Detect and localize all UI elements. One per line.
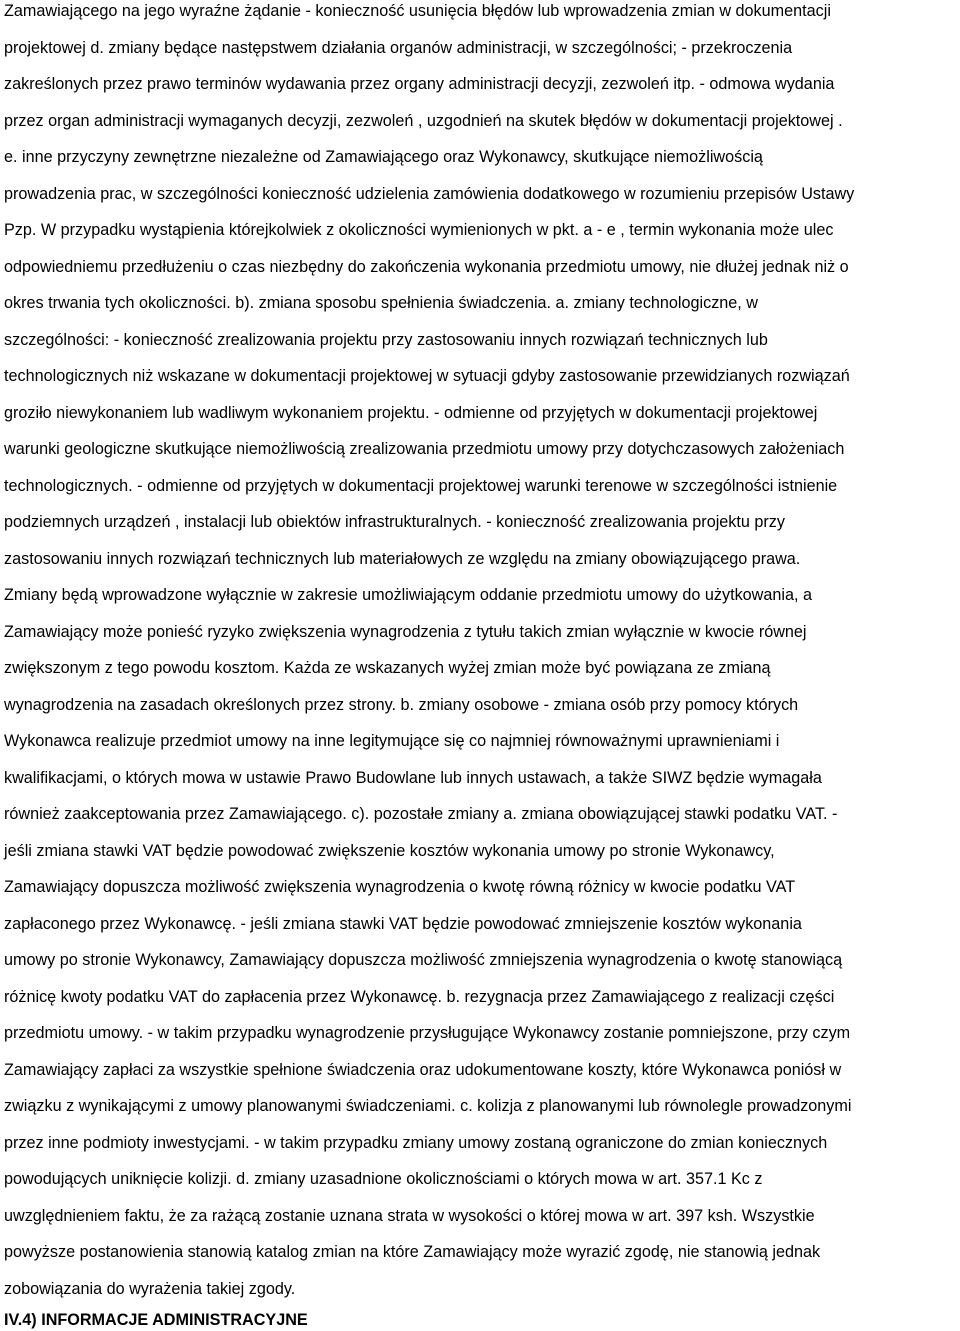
text-line: projektowej d. zmiany będące następstwem działania organów administracji, w szczególności; - przekroczenia (4, 38, 793, 57)
text-line: różnicę kwoty podatku VAT do zapłacenia przez Wykonawcę. b. rezygnacja przez Zamawiającego z realizacji części (4, 987, 835, 1006)
text-line: Zmiany będą wprowadzone wyłącznie w zakresie umożliwiającym oddanie przedmiotu umowy do użytkowania, a (4, 586, 812, 604)
text-line: wynagrodzenia na zasadach określonych przez strony. b. zmiany osobowe - zmiana osób przy pomocy których (4, 695, 799, 714)
text-line: zakreślonych przez prawo terminów wydawania przez organy administracji decyzji, zezwoleń itp. - odmowa wydania (4, 75, 835, 93)
text-line: technologicznych. - odmienne od przyjętych w dokumentacji projektowej warunki terenowe w szczególności istnienie (4, 476, 838, 495)
text-line: umowy po stronie Wykonawcy, Zamawiający dopuszcza możliwość zmniejszenia wynagrodzenia o kwotę stanowiącą (4, 951, 843, 969)
text-line: również zaakceptowania przez Zamawiającego. c). pozostałe zmiany a. zmiana obowiązującej stawki podatku VAT. - (4, 805, 838, 823)
text-line: Wykonawca realizuje przedmiot umowy na inne legitymujące się co najmniej równoważnymi uprawnieniami i (4, 732, 780, 750)
text-line: zastosowaniu innych rozwiązań technicznych lub materiałowych ze względu na zmiany obowiązującego prawa. (4, 549, 801, 568)
text-line: uwzględnieniem faktu, że za rażącą zostanie uznana strata w wysokości o której mowa w art. 397 ksh. Wszystkie (4, 1206, 815, 1225)
text-line: zobowiązania do wyrażenia takiej zgody. (4, 1279, 296, 1298)
text-line: warunki geologiczne skutkujące niemożliwością zrealizowania przedmiotu umowy przy dotychczasowych założeniach (4, 440, 845, 458)
text-line: Zamawiający zapłaci za wszystkie spełnione świadczenia oraz udokumentowane koszty, które Wykonawca poniósł w (4, 1060, 842, 1079)
text-line: zwiększonym z tego powodu kosztom. Każda ze wskazanych wyżej zmian może być powiązana ze zmianą (4, 659, 771, 677)
text-line: groziło niewykonaniem lub wadliwym wykonaniem projektu. - odmienne od przyjętych w dokumentacji projektowej (4, 403, 818, 422)
text-line: Zamawiający może ponieść ryzyko zwiększenia wynagrodzenia z tytułu takich zmian wyłącznie w kwocie równej (4, 622, 807, 641)
text-line: jeśli zmiana stawki VAT będzie powodować zwiększenie kosztów wykonania umowy po stronie Wykonawcy, (4, 841, 775, 860)
text-line: okres trwania tych okoliczności. b). zmiana sposobu spełnienia świadczenia. a. zmiany technologiczne, w (4, 294, 758, 312)
text-line: Zamawiający dopuszcza możliwość zwiększenia wynagrodzenia o kwotę równą różnicy w kwocie podatku VAT (4, 878, 796, 896)
text-line: e. inne przyczyny zewnętrzne niezależne od Zamawiającego oraz Wykonawcy, skutkujące niemożliwością (4, 148, 763, 166)
text-line: Zamawiającego na jego wyraźne żądanie - konieczność usunięcia błędów lub wprowadzenia zmian w dokumentacji (4, 2, 831, 20)
text-line: szczególności: - konieczność zrealizowania projektu przy zastosowaniu innych rozwiązań technicznych lub (4, 330, 768, 349)
text-line: podziemnych urządzeń , instalacji lub obiektów infrastrukturalnych. - konieczność zrealizowania projektu przy (4, 513, 785, 531)
text-line: związku z wynikającymi z umowy planowanymi świadczeniami. c. kolizja z planowanymi lub równolegle prowadzonymi (4, 1097, 852, 1115)
text-line: przez organ administracji wymaganych decyzji, zezwoleń , uzgodnień na skutek błędów w dokumentacji projektowej . (4, 111, 843, 130)
text-line: technologicznych niż wskazane w dokumentacji projektowej w sytuacji gdyby zastosowanie przewidzianych rozwiązań (4, 367, 850, 385)
text-line: przez inne podmioty inwestycjami. - w takim przypadku zmiany umowy zostaną ograniczone do zmian koniecznych (4, 1133, 828, 1152)
text-line: przedmiotu umowy. - w takim przypadku wynagrodzenie przysługujące Wykonawcy zostanie pomniejszone, przy czym (4, 1024, 851, 1042)
text-line: prowadzenia prac, w szczególności konieczność udzielenia zamówienia dodatkowego w rozumieniu przepisów Ustawy (4, 184, 855, 203)
section-heading: IV.4) INFORMACJE ADMINISTRACYJNE (4, 1311, 308, 1329)
text-line: odpowiedniemu przedłużeniu o czas niezbędny do zakończenia wykonania przedmiotu umowy, nie dłużej jednak niż o (4, 257, 849, 276)
text-line: zapłaconego przez Wykonawcę. - jeśli zmiana stawki VAT będzie powodować zmniejszenie kosztów wykonania (4, 914, 802, 933)
text-line: powyższe postanowienia stanowią katalog zmian na które Zamawiający może wyrazić zgodę, nie stanowią jednak (4, 1243, 821, 1261)
text-line: Pzp. W przypadku wystąpienia którejkolwiek z okoliczności wymienionych w pkt. a - e , termin wykonania może ulec (4, 221, 834, 239)
text-line: powodujących uniknięcie kolizji. d. zmiany uzasadnione okolicznościami o których mowa w art. 357.1 Kc z (4, 1170, 763, 1188)
text-line: kwalifikacjami, o których mowa w ustawie Prawo Budowlane lub innych ustawach, a także SIWZ będzie wymagała (4, 768, 822, 787)
